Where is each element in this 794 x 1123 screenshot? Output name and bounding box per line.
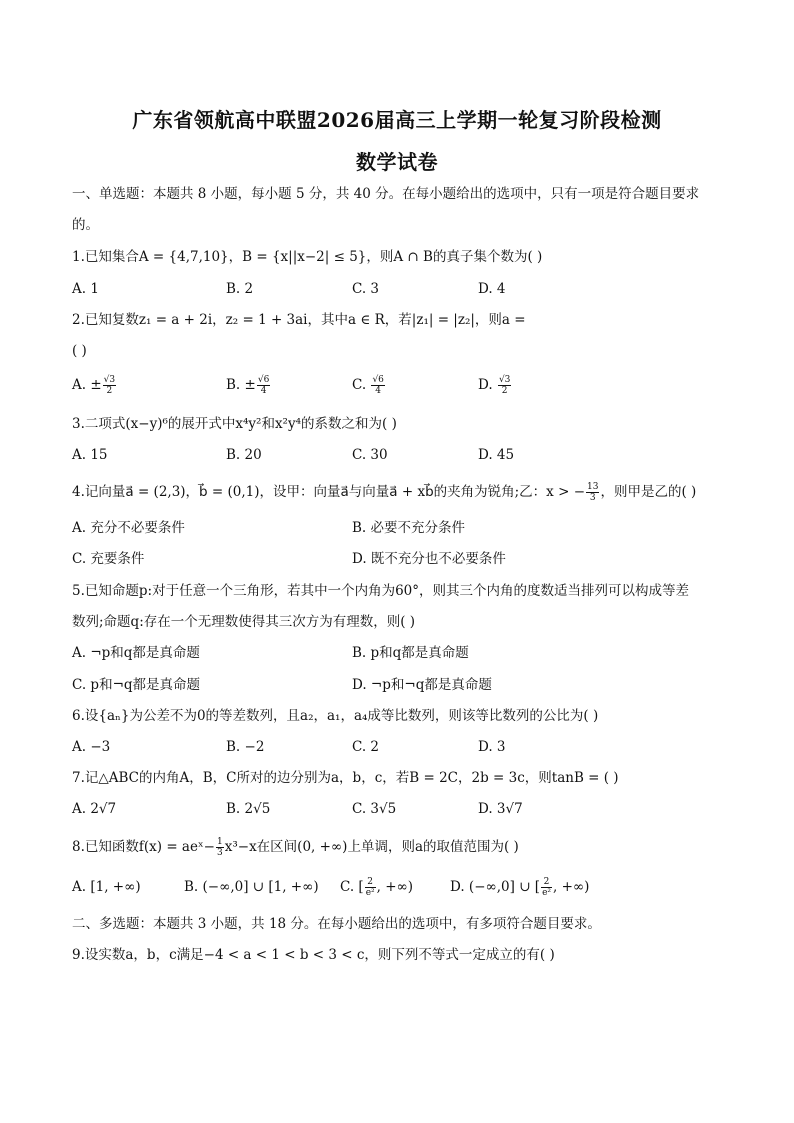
q8-d-fraction bbox=[541, 877, 552, 898]
q2-d-prefix: D. bbox=[478, 377, 497, 393]
q3-option-a: A. 15 bbox=[72, 447, 108, 463]
page-title: 广东省领航高中联盟2026届高三上学期一轮复习阶段检测 bbox=[132, 108, 662, 132]
q5-option-b: B. p和q都是真命题 bbox=[352, 645, 469, 661]
question-9-stem: 9.设实数a，b，c满足−4 < a < 1 < b < 3 < c，则下列不等式一定成立的有( ) bbox=[72, 947, 555, 963]
q6-option-c: C. 2 bbox=[352, 739, 380, 755]
q7-option-a: A. 2√7 bbox=[72, 801, 117, 817]
q8-d-pre: D. (−∞,0] ∪ [ bbox=[450, 879, 541, 895]
q8-stem-post: x³−x在区间(0, +∞)上单调，则a的取值范围为( ) bbox=[224, 839, 519, 855]
q2-option-a bbox=[72, 375, 117, 396]
q2-b-prefix: B. ± bbox=[226, 377, 256, 393]
q2-c-prefix: C. bbox=[352, 377, 371, 393]
q4-option-a: A. 充分不必要条件 bbox=[72, 520, 185, 536]
q2-c-fraction bbox=[371, 375, 384, 396]
q2-a-fraction bbox=[103, 375, 116, 396]
q7-option-b: B. 2√5 bbox=[226, 801, 271, 817]
q8-c-den: e² bbox=[365, 888, 375, 898]
q2-a-num: √3 bbox=[103, 375, 116, 385]
question-8-stem bbox=[72, 837, 732, 858]
question-2-stem: 2.已知复数z₁ = a + 2i，z₂ = 1 + 3ai，其中a ∈ R，若|z₁| = |z₂|，则a = bbox=[72, 312, 526, 328]
q8-c-post: , +∞) bbox=[376, 879, 414, 895]
q8-c-num: 2 bbox=[365, 877, 376, 888]
q2-b-den: 4 bbox=[260, 386, 267, 396]
q8-option-b: B. (−∞,0] ∪ [1, +∞) bbox=[184, 879, 319, 895]
q2-d-num: √3 bbox=[498, 375, 511, 385]
q1-option-a: A. 1 bbox=[72, 281, 99, 297]
q2-a-den: 2 bbox=[106, 386, 113, 396]
q8-stem-den: 3 bbox=[217, 848, 223, 858]
q1-option-c: C. 3 bbox=[352, 281, 380, 297]
q8-option-c bbox=[340, 877, 413, 898]
q4-stem-num: 13 bbox=[587, 482, 599, 492]
q5-option-c: C. p和¬q都是真命题 bbox=[72, 677, 201, 693]
q1-option-b: B. 2 bbox=[226, 281, 254, 297]
page-subtitle: 数学试卷 bbox=[356, 150, 438, 174]
q2-d-den: 2 bbox=[501, 386, 508, 396]
question-5-stem-cont: 数列;命题q:存在一个无理数使得其三次方为有理数，则( ) bbox=[72, 614, 416, 630]
q8-stem-pre: 8.已知函数f(x) = aeˣ− bbox=[72, 839, 215, 855]
question-1-stem: 1.已知集合A = {4,7,10}，B = {x||x−2| ≤ 5}，则A ∩ B的真子集个数为( ) bbox=[72, 249, 543, 265]
q8-stem-num: 1 bbox=[217, 837, 223, 847]
section-1-instructions-cont: 的。 bbox=[72, 217, 99, 233]
q4-stem-pre: 4.记向量a⃗ = (2,3)，b⃗ = (0,1)，设甲：向量a⃗与向量a⃗ + xb⃗的夹角为锐角;乙：x > − bbox=[72, 484, 586, 500]
q4-option-b: B. 必要不充分条件 bbox=[352, 520, 466, 536]
q4-option-c: C. 充要条件 bbox=[72, 551, 145, 567]
question-7-stem: 7.记△ABC的内角A，B，C所对的边分别为a，b，c，若B = 2C，2b = 3c，则tanB = ( ) bbox=[72, 770, 619, 786]
q3-option-d: D. 45 bbox=[478, 447, 515, 463]
q4-stem-fraction bbox=[586, 482, 599, 503]
q5-option-d: D. ¬p和¬q都是真命题 bbox=[352, 677, 492, 693]
q1-option-d: D. 4 bbox=[478, 281, 506, 297]
q7-option-d: D. 3√7 bbox=[478, 801, 523, 817]
q6-option-a: A. −3 bbox=[72, 739, 111, 755]
q4-stem-post: ，则甲是乙的( ) bbox=[600, 484, 697, 500]
q4-stem-den: 3 bbox=[589, 493, 596, 503]
q2-option-c bbox=[352, 375, 386, 396]
q2-b-num: √6 bbox=[257, 375, 270, 385]
section-2-instructions: 二、多选题：本题共 3 小题，共 18 分。在每小题给出的选项中，有多项符合题目要求。 bbox=[72, 916, 601, 932]
question-3-stem: 3.二项式(x−y)⁶的展开式中x⁴y²和x²y⁴的系数之和为( ) bbox=[72, 416, 397, 432]
q8-c-pre: C. [ bbox=[340, 879, 364, 895]
section-1-instructions: 一、单选题：本题共 8 小题，每小题 5 分，共 40 分。在每小题给出的选项中，只有一项是符合题目要求 bbox=[72, 186, 700, 202]
q6-option-d: D. 3 bbox=[478, 739, 506, 755]
question-2-stem-cont: ( ) bbox=[72, 343, 87, 359]
q8-stem-fraction bbox=[216, 837, 224, 858]
q8-d-den: e² bbox=[542, 888, 551, 898]
q2-d-fraction bbox=[498, 375, 511, 396]
q2-c-den: 4 bbox=[375, 386, 382, 396]
question-5-stem: 5.已知命题p:对于任意一个三角形，若其中一个内角为60°，则其三个内角的度数适当排列可以构成等差 bbox=[72, 583, 689, 599]
q8-option-d bbox=[450, 877, 589, 898]
q3-option-c: C. 30 bbox=[352, 447, 388, 463]
q8-d-post: , +∞) bbox=[553, 879, 590, 895]
q8-option-a: A. [1, +∞) bbox=[72, 879, 141, 895]
question-6-stem: 6.设{aₙ}为公差不为0的等差数列，且a₂，a₁，a₄成等比数列，则该等比数列的公比为( ) bbox=[72, 708, 599, 724]
q2-option-d bbox=[478, 375, 512, 396]
q2-c-num: √6 bbox=[372, 375, 384, 385]
question-4-stem bbox=[72, 482, 732, 503]
q2-a-prefix: A. ± bbox=[72, 377, 102, 393]
q5-option-a: A. ¬p和q都是真命题 bbox=[72, 645, 200, 661]
q2-b-fraction bbox=[257, 375, 270, 396]
q4-option-d: D. 既不充分也不必要条件 bbox=[352, 551, 506, 567]
q2-option-b bbox=[226, 375, 271, 396]
q6-option-b: B. −2 bbox=[226, 739, 265, 755]
q3-option-b: B. 20 bbox=[226, 447, 262, 463]
q8-d-num: 2 bbox=[541, 877, 552, 888]
q7-option-c: C. 3√5 bbox=[352, 801, 397, 817]
q8-c-fraction bbox=[365, 877, 376, 898]
